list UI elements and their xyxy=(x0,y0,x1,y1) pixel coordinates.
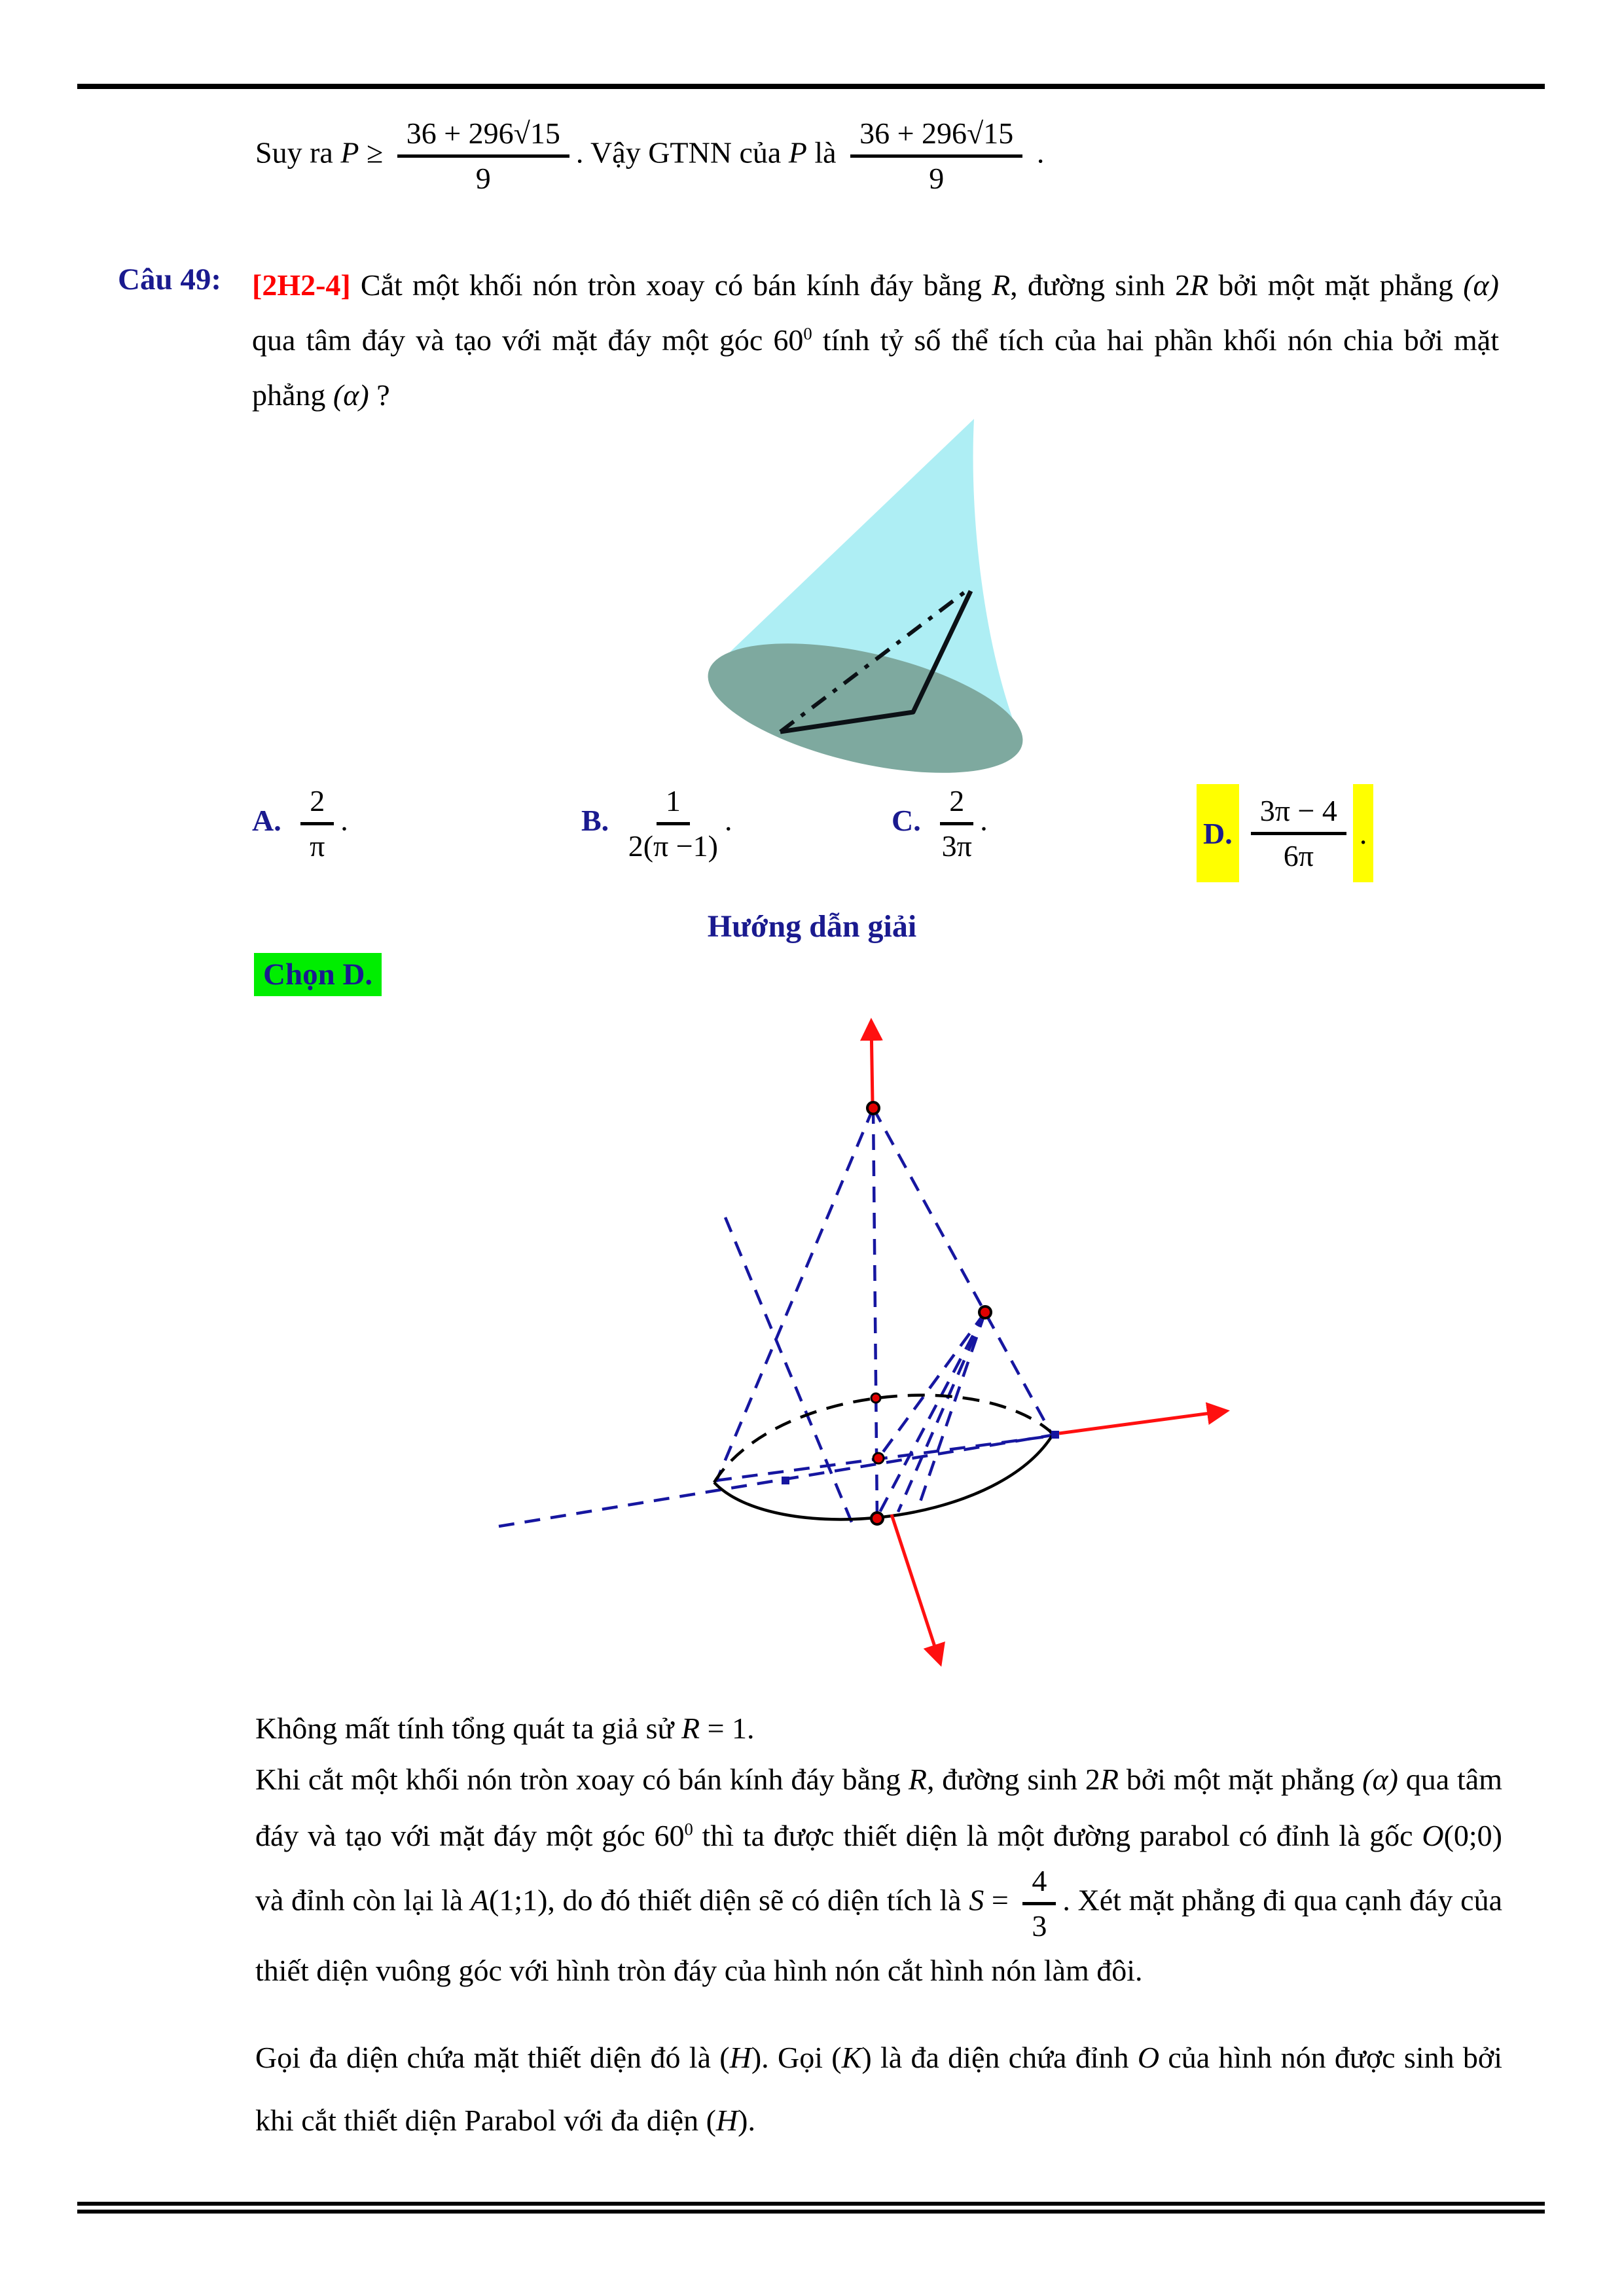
transversal-right-mark xyxy=(1051,1431,1059,1439)
solution-heading: Hướng dẫn giải xyxy=(707,909,917,944)
apex-point xyxy=(867,1102,879,1114)
option-b: B. $\frac{1}{2(\pi -1)}$ . xyxy=(581,784,732,863)
answer-options xyxy=(0,784,1624,895)
question-number: Câu 49: xyxy=(118,262,221,296)
front-rim-point xyxy=(871,1513,883,1524)
solution-paragraph-3: Gọi đa diện chứa mặt thiết diện đó là (H). Gọi (K) là đa diện chứa đỉnh O của hình nón được sinh bởi khi cắt thiết diện Parabol với đa diện (H). xyxy=(255,2041,1503,2137)
fan-line-3 xyxy=(919,1312,985,1505)
option-a: A. $\frac{2}{\pi}$ . xyxy=(252,784,348,863)
cone-figure xyxy=(622,363,1165,795)
axis-arrow-up xyxy=(871,1022,873,1103)
fan-line-1 xyxy=(877,1312,985,1517)
solution-paragraph-2: Khi cắt một khối nón tròn xoay có bán kính đáy bằng R, đường sinh 2R bởi một mặt phẳng (α) qua tâm đáy và tạo với mặt đáy một góc $60^0$ thì ta được thiết diện là một đường parabol có đỉnh là gốc O(0;0) và đỉnh còn lại là A(1;1), do đó thiết diện sẽ có diện tích là S = $\frac{4}{3}$ . Xét mặt phẳng đi qua cạnh đáy của thiết diện vuông góc với hình tròn đáy của hình nón cắt hình nón làm đôi. xyxy=(255,1763,1502,1988)
fan-line-2 xyxy=(898,1312,985,1512)
back-rim-point xyxy=(871,1393,880,1403)
intro-line: Suy ra P ≥ $\frac{36 + 296√15}{9}$ . Vậy GTNN của P là $\frac{36 + 296√15}{9}$ . xyxy=(255,117,1045,195)
wireframe-figure xyxy=(458,982,1309,1715)
base-ellipse-back-arc xyxy=(714,1395,1053,1482)
axis-arrow-down xyxy=(892,1515,940,1662)
chosen-answer: Chọn D. xyxy=(254,953,382,996)
slant-point xyxy=(979,1306,991,1318)
top-rule xyxy=(77,84,1545,89)
transversal-left-mark xyxy=(782,1477,789,1484)
cone-left-slant xyxy=(716,1108,873,1482)
cone-right-slant xyxy=(873,1108,1051,1433)
bottom-rule-lower xyxy=(77,2210,1545,2214)
option-d: D. $\frac{3\pi - 4}{6\pi}$ . xyxy=(1197,784,1373,882)
question-text: [2H2-4] Cắt một khối nón tròn xoay có bán kính đáy bằng R, đường sinh 2R bởi một mặt phẳng (α) qua tâm đáy và tạo với mặt đáy một góc $60^0$ tính tỷ số thể tích của hai phần khối nón chia bởi mặt phẳng (α) ? xyxy=(252,268,1500,412)
option-c: C. $\frac{2}{3\pi}$ . xyxy=(892,784,988,863)
solution-paragraph-1: Không mất tính tổng quát ta giả sử R = 1. xyxy=(255,1712,755,1745)
center-point xyxy=(873,1453,884,1463)
axis-arrow-right xyxy=(1059,1411,1225,1433)
bottom-rule-upper xyxy=(77,2202,1545,2206)
